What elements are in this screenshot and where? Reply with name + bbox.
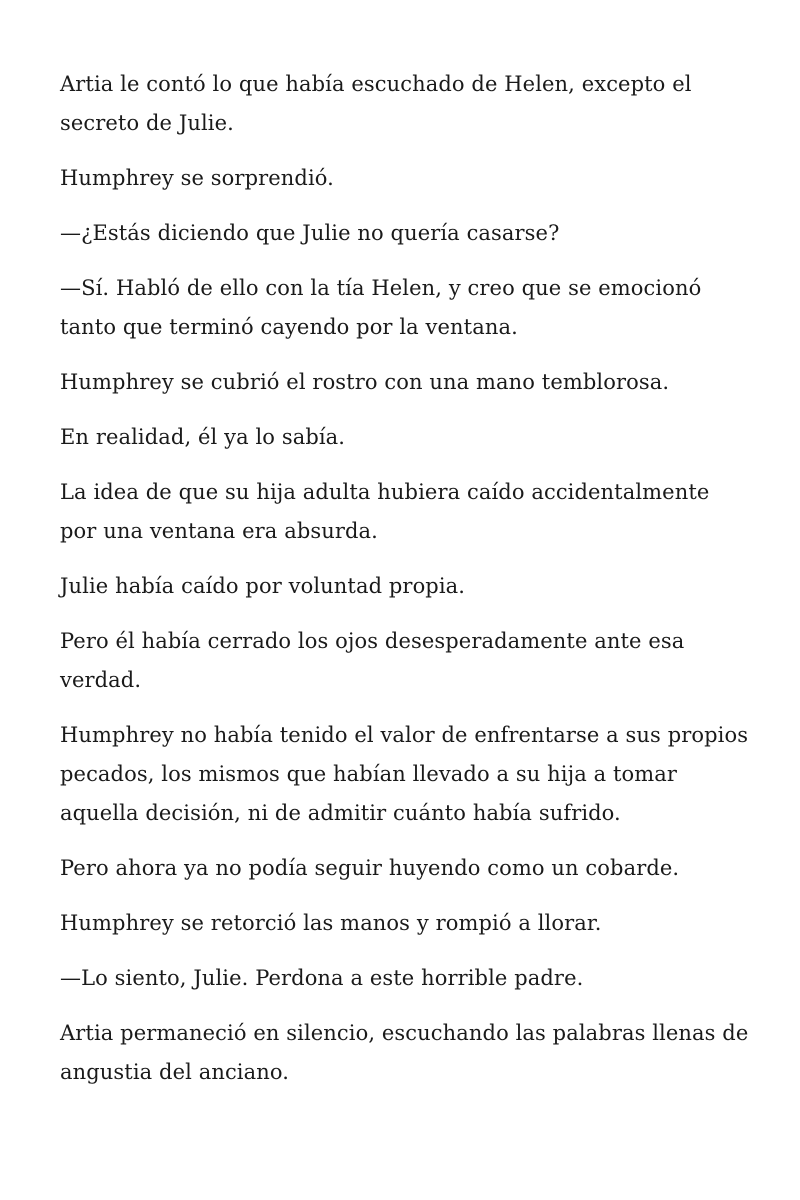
paragraph: Pero ahora ya no podía seguir huyendo como un cobarde. [60, 856, 680, 880]
paragraph: La idea de que su hija adulta hubiera caído accidentalmente por una ventana era absurda. [60, 480, 710, 543]
paragraph: Artia le contó lo que había escuchado de Helen, excepto el secreto de Julie. [60, 72, 692, 135]
paragraph: Humphrey no había tenido el valor de enfrentarse a sus propios pecados, los mismos que habían llevado a su hija a tomar aquella decisión, ni de admitir cuánto había sufrido. [60, 723, 749, 825]
paragraph: —Lo siento, Julie. Perdona a este horrible padre. [60, 966, 584, 990]
paragraph: En realidad, él ya lo sabía. [60, 425, 346, 449]
paragraph: Humphrey se sorprendió. [60, 166, 334, 190]
paragraph: —Sí. Habló de ello con la tía Helen, y creo que se emocionó tanto que terminó cayendo por la ventana. [60, 276, 702, 339]
paragraph: Julie había caído por voluntad propia. [60, 574, 466, 598]
paragraph: Humphrey se cubrió el rostro con una mano temblorosa. [60, 370, 670, 394]
paragraph: Pero él había cerrado los ojos desesperadamente ante esa verdad. [60, 629, 685, 692]
document-body [60, 65, 750, 1108]
paragraph: —¿Estás diciendo que Julie no quería casarse? [60, 221, 560, 245]
paragraph: Artia permaneció en silencio, escuchando las palabras llenas de angustia del anciano. [60, 1021, 749, 1084]
paragraph: Humphrey se retorció las manos y rompió a llorar. [60, 911, 602, 935]
